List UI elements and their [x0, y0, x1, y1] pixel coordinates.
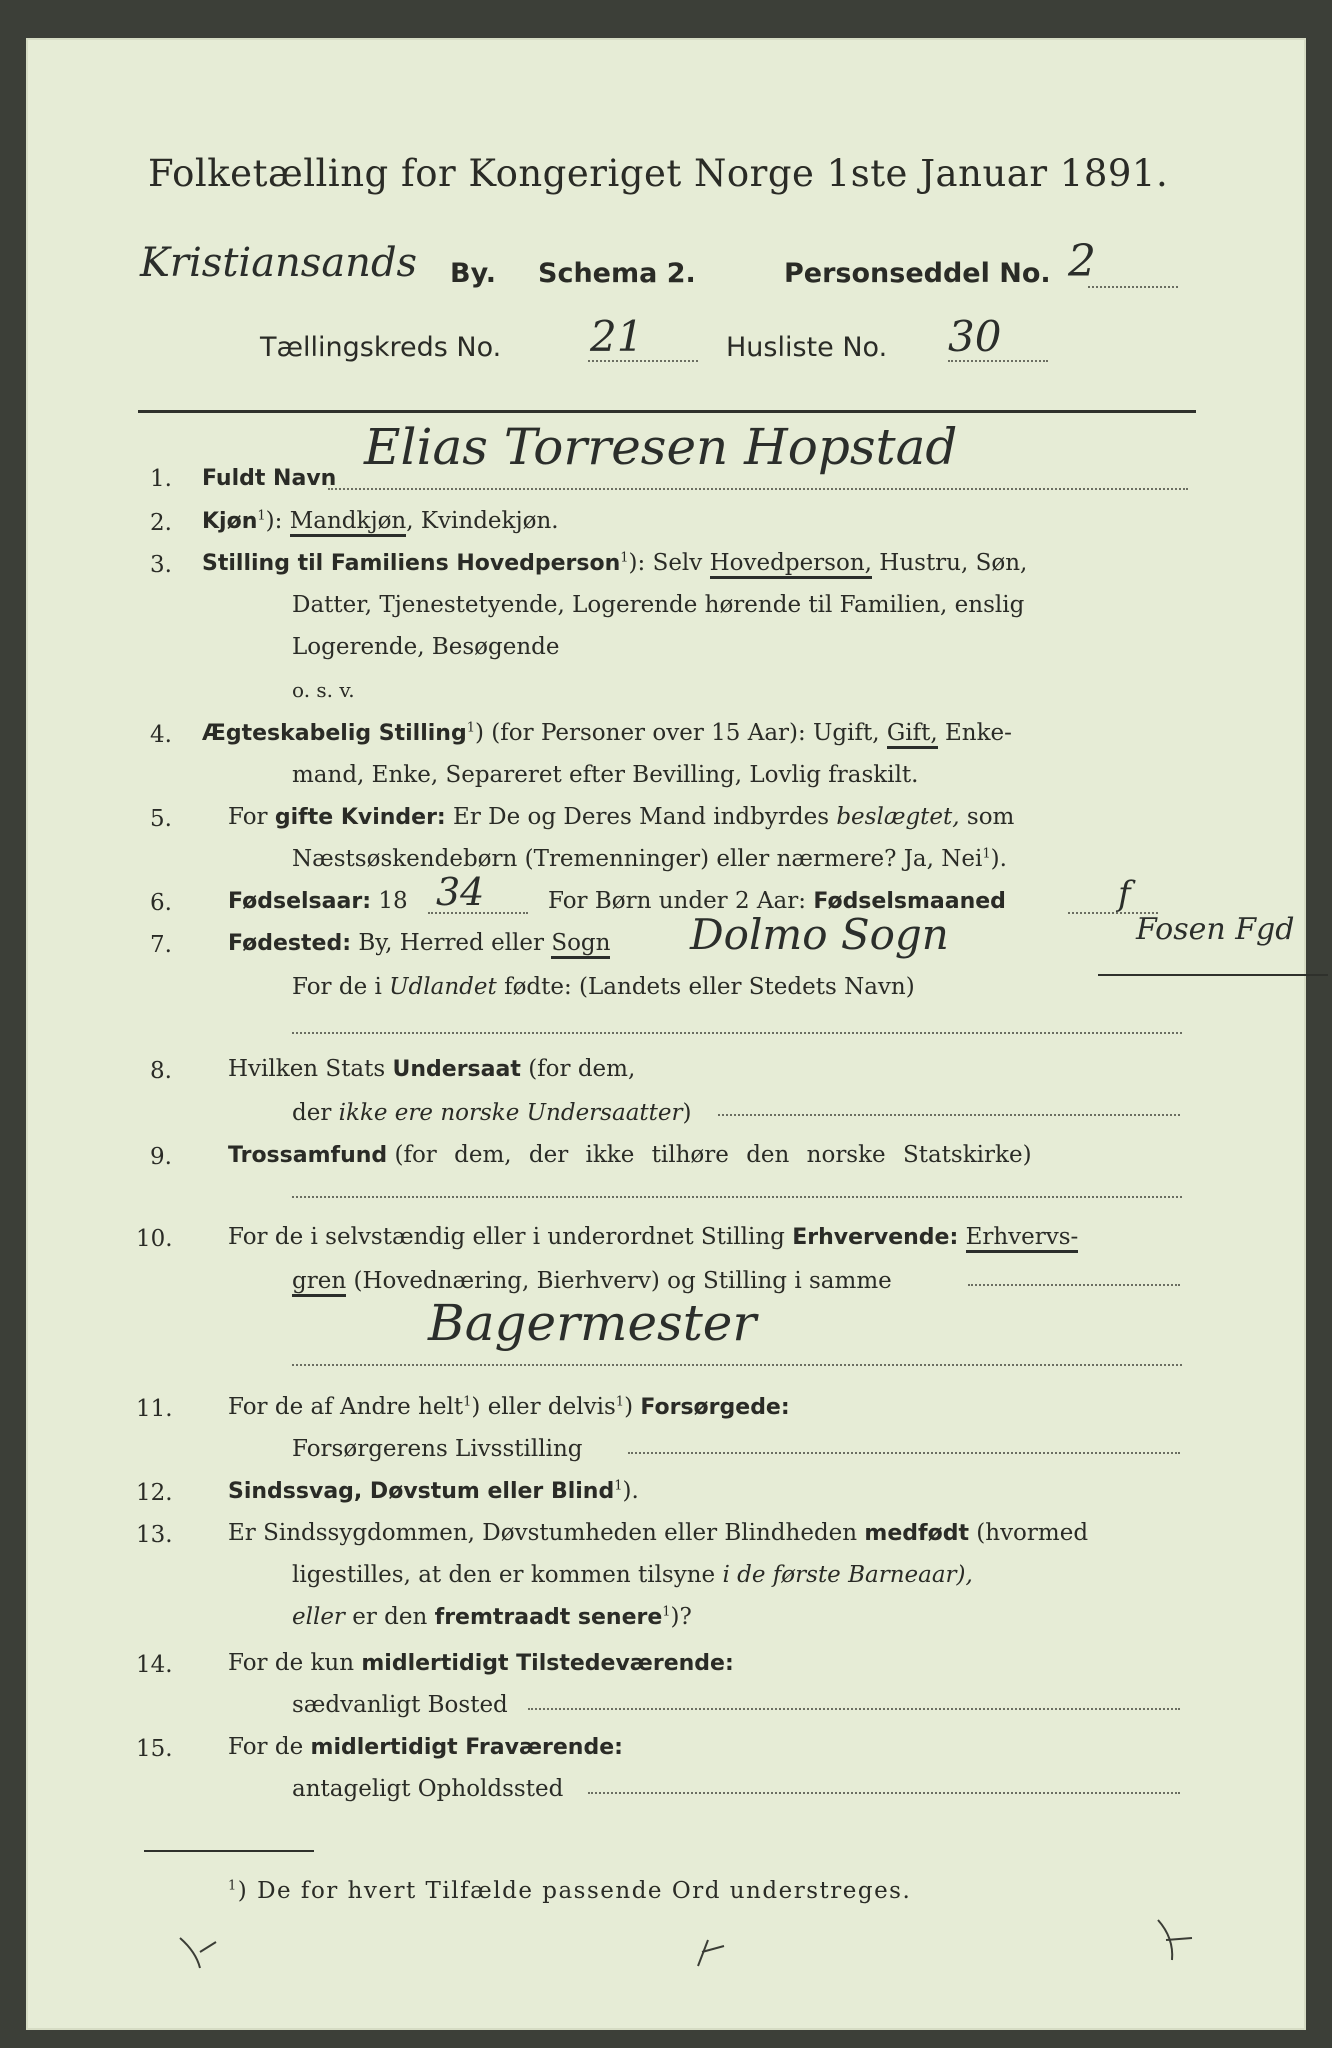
gren-option: gren [292, 1268, 346, 1297]
by-label: By. [450, 258, 496, 289]
item-11-text-c: ) [624, 1394, 634, 1420]
item-13-line3-a: eller [292, 1604, 345, 1630]
item-3-label: Stilling til Familiens Hovedperson [202, 551, 621, 576]
item-6-label: Fødselsaar: [228, 889, 371, 914]
item-13-text-a: Er Sindssygdommen, Døvstumheden eller Blindheden [228, 1520, 858, 1546]
item-13-line2 [292, 1562, 973, 1588]
item-3-number: 3. [150, 552, 172, 578]
item-4-number: 4. [150, 722, 172, 748]
personseddel-label: Personseddel No. [784, 258, 1051, 289]
item-12-number: 12. [136, 1480, 173, 1506]
corner-mark-middle [688, 1932, 748, 1972]
item-8-line2-a: der [292, 1100, 332, 1126]
corner-mark-left [176, 1932, 236, 1972]
item-7-dots [292, 1032, 1182, 1034]
item-13-line2-a: ligestilles, at den er kommen tilsyne [292, 1562, 716, 1588]
item-7-udlandet: Udlandet [389, 974, 497, 1000]
item-9-label: Trossamfund [228, 1143, 388, 1168]
item-2-row [202, 508, 559, 534]
footnote-sup: 1 [228, 1878, 238, 1894]
kvindekjon-option: , Kvindekjøn. [406, 508, 559, 534]
item-3-row [202, 550, 1027, 576]
item-15-dots [588, 1792, 1180, 1794]
item-6-text-b: Fødselsmaaned [813, 889, 1006, 914]
item-6-prefix: 18 [378, 888, 408, 914]
item-11-text-b: ) eller delvis [471, 1394, 616, 1420]
item-15-line2: antageligt Opholdssted [292, 1776, 564, 1802]
item-6-year-dots [428, 912, 528, 914]
item-1-dots [328, 488, 1188, 490]
item-4-line2: mand, Enke, Separeret efter Bevilling, Lovlig fraskilt. [292, 762, 919, 788]
gift-option: Gift, [887, 720, 938, 749]
item-10-dots-b [292, 1364, 1182, 1366]
item-13-label: medfødt [864, 1521, 969, 1546]
item-5-line2: Næstsøskendebørn (Tremenninger) eller nærmere? Ja, Nei [292, 846, 983, 872]
item-5-label: gifte Kvinder: [274, 805, 446, 830]
husliste-dots [948, 360, 1048, 362]
item-11-number: 11. [136, 1396, 173, 1422]
item-11-dots [628, 1452, 1180, 1454]
item-13-text-b: (hvormed [976, 1520, 1089, 1546]
item-9-number: 9. [150, 1144, 172, 1170]
item-15-label: midlertidigt Fraværende: [310, 1735, 623, 1760]
item-13-line3-c: fremtraadt senere [434, 1605, 663, 1630]
item-6-text-a: For Børn under 2 Aar: [548, 888, 806, 914]
item-9-text: (for dem, der ikke tilhøre den norske Statskirke) [394, 1142, 1032, 1168]
item-5-text-b: Er De og Deres Mand indbyrdes [453, 804, 830, 830]
item-13-end: )? [670, 1604, 692, 1630]
item-5-line2-row [292, 846, 1007, 872]
item-13-line3-b: er den [352, 1604, 428, 1630]
footnote-rule [144, 1850, 314, 1852]
footnote [228, 1878, 911, 1904]
item-11-line2: Forsørgerens Livsstilling [292, 1436, 583, 1462]
city-handwritten: Kristiansands [140, 240, 418, 286]
personseddel-dots [1088, 286, 1178, 288]
item-2-sup: 1 [257, 508, 266, 524]
item-9-row [228, 1142, 1032, 1168]
item-2-label: Kjøn [202, 509, 258, 534]
birthplace-value: Dolmo Sogn [690, 910, 949, 959]
item-11-sup-a: 1 [463, 1394, 472, 1410]
item-14-row [228, 1650, 734, 1676]
item-1-number: 1. [150, 466, 172, 492]
item-10-number: 10. [136, 1226, 173, 1252]
item-15-row [228, 1734, 623, 1760]
item-4-text-a: ) (for Personer over 15 Aar): Ugift, [475, 720, 880, 746]
census-form-sheet [26, 38, 1306, 2030]
item-7-line2-b: fødte: (Landets eller Stedets Navn) [504, 974, 915, 1000]
item-14-dots [528, 1708, 1180, 1710]
item-14-text-a: For de kun [228, 1650, 355, 1676]
kreds-dots [588, 360, 698, 362]
item-15-number: 15. [136, 1736, 173, 1762]
item-11-text-a: For de af Andre helt [228, 1394, 464, 1420]
item-7-row [228, 930, 610, 956]
item-10-text-b: (Hovednæring, Bierhverv) og Stilling i samme [353, 1268, 892, 1294]
item-6-number: 6. [150, 890, 172, 916]
item-14-label: midlertidigt Tilstedeværende: [361, 1651, 734, 1676]
item-8-text-a: Hvilken Stats [228, 1056, 386, 1082]
kreds-number: 21 [590, 312, 644, 361]
item-12-row [228, 1478, 639, 1504]
header-rule [138, 410, 1196, 413]
item-13-line2-b: i de første Barneaar), [722, 1562, 973, 1588]
husliste-label: Husliste No. [726, 332, 888, 363]
husliste-number: 30 [948, 312, 1002, 361]
item-7-hand-rule [1098, 974, 1328, 976]
sogn-option: Sogn [551, 930, 610, 959]
birth-year-value: 34 [436, 870, 485, 914]
kreds-label: Tællingskreds No. [260, 332, 502, 363]
hovedperson-option: Hovedperson, [710, 550, 872, 579]
item-8-text-b: (for dem, [528, 1056, 636, 1082]
item-6-hand-mark: f [1118, 874, 1131, 914]
item-10-text-a: For de i selvstændig eller i underordnet Stilling [228, 1224, 785, 1250]
item-8-row [228, 1056, 635, 1082]
item-10-line2 [292, 1268, 892, 1294]
item-11-row [228, 1394, 790, 1420]
item-11-label: Forsørgede: [640, 1395, 790, 1420]
item-7-line2-a: For de i [292, 974, 382, 1000]
item-7-text-a: By, Herred eller [358, 930, 545, 956]
item-8-number: 8. [150, 1058, 172, 1084]
item-8-label: Undersaat [392, 1057, 521, 1082]
item-8-line2-b: ikke ere norske Undersaatter [338, 1100, 683, 1126]
item-5-beslaegtet: beslægtet, [836, 804, 960, 830]
item-13-line3 [292, 1604, 692, 1630]
full-name-value: Elias Torresen Hopstad [364, 418, 958, 476]
item-13-row [228, 1520, 1088, 1546]
item-3-line3: Logerende, Besøgende [292, 634, 560, 660]
item-5-text-c: som [966, 804, 1015, 830]
item-5-end: ). [990, 846, 1007, 872]
item-10-row [228, 1224, 1078, 1250]
item-13-sup: 1 [662, 1604, 671, 1620]
item-9-dots [292, 1196, 1182, 1198]
item-10-label: Erhvervende: [792, 1225, 959, 1250]
item-3-text-b: Hustru, Søn, [879, 550, 1028, 576]
item-12-end: ). [622, 1478, 639, 1504]
item-10-dots-a [968, 1284, 1180, 1286]
item-3-text-a: ): Selv [628, 550, 703, 576]
item-5-row [228, 804, 1014, 830]
item-4-label: Ægteskabelig Stilling [202, 721, 467, 746]
item-2-number: 2. [150, 510, 172, 536]
item-4-row [202, 720, 1012, 746]
item-15-text-a: For de [228, 1734, 304, 1760]
item-13-number: 13. [136, 1522, 173, 1548]
item-7-number: 7. [150, 932, 172, 958]
mandkjon-option: Mandkjøn [290, 508, 407, 537]
form-title: Folketælling for Kongeriget Norge 1ste Januar 1891. [148, 152, 1169, 195]
item-7-line2 [292, 974, 915, 1000]
birthplace-fogderi: Fosen Fgd [1136, 912, 1295, 947]
item-5-number: 5. [150, 806, 172, 832]
item-14-line2: sædvanligt Bosted [292, 1692, 508, 1718]
item-14-number: 14. [136, 1652, 173, 1678]
item-8-dots [718, 1114, 1180, 1116]
personseddel-number: 2 [1068, 236, 1096, 287]
erhvervs-option: Erhvervs- [966, 1224, 1079, 1253]
item-8-line2 [292, 1100, 691, 1126]
item-7-label: Fødested: [228, 931, 351, 956]
footnote-text: ) De for hvert Tilfælde passende Ord understreges. [237, 1878, 912, 1904]
item-3-line2: Datter, Tjenestetyende, Logerende hørende til Familien, enslig [292, 592, 1025, 618]
item-4-sup: 1 [466, 720, 476, 736]
corner-mark-right [1148, 1916, 1208, 1966]
schema-label: Schema 2. [538, 258, 696, 289]
item-5-text-a: For [228, 804, 268, 830]
item-2-colon: ): [265, 508, 283, 534]
item-6-row [228, 888, 408, 914]
item-1-label: Fuldt Navn [202, 466, 337, 491]
occupation-value: Bagermester [428, 1294, 757, 1352]
item-5-sup: 1 [982, 846, 991, 862]
item-4-text-b: Enke- [945, 720, 1012, 746]
item-12-sup: 1 [614, 1478, 623, 1494]
item-8-line2-c: ) [682, 1100, 692, 1126]
item-3-line4: o. s. v. [292, 678, 355, 702]
item-12-label: Sindssvag, Døvstum eller Blind [228, 1479, 615, 1504]
item-3-sup: 1 [620, 550, 629, 566]
item-11-sup-b: 1 [615, 1394, 625, 1410]
